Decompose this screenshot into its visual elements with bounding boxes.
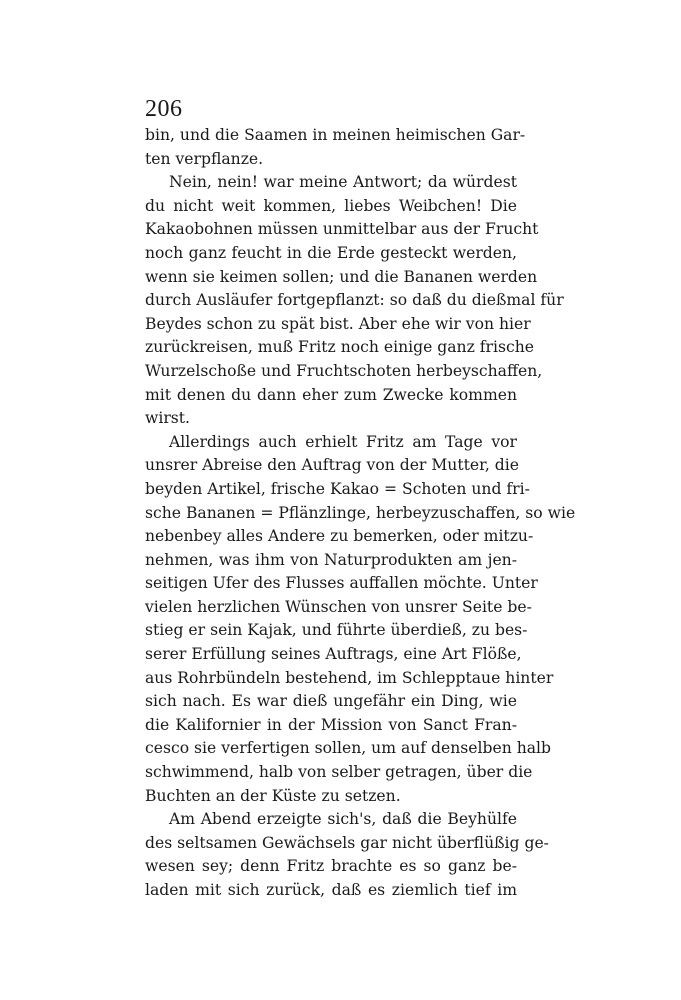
text-line: des seltsamen Gewächsels gar nicht überflüßig ge- bbox=[145, 833, 549, 852]
text-line: schwimmend, halb von selber getragen, über die bbox=[145, 763, 533, 782]
text-line: sich nach. Es war dieß ungefähr ein Ding, wie bbox=[145, 692, 517, 711]
text-line: Wurzelschoße und Fruchtschoten herbeyschaffen, bbox=[145, 361, 543, 380]
text-line: zurückreisen, muß Fritz noch einige ganz frische bbox=[145, 338, 534, 357]
text-line: noch ganz feucht in die Erde gesteckt werden, bbox=[145, 243, 517, 262]
text-line: wirst. bbox=[145, 409, 191, 428]
text-line: laden mit sich zurück, daß es ziemlich tief im bbox=[145, 881, 517, 899]
text-line: Beydes schon zu spät bist. Aber ehe wir von hier bbox=[145, 314, 531, 333]
text-line: die Kalifornier in der Mission von Sanct Fran- bbox=[145, 715, 517, 734]
text-line: aus Rohrbündeln bestehend, im Schlepptaue hinter bbox=[145, 668, 554, 687]
text-line: Nein, nein! war meine Antwort; da würdest bbox=[169, 173, 517, 192]
text-line: Am Abend erzeigte sich's, daß die Beyhülfe bbox=[169, 810, 517, 829]
text-line: mit denen du dann eher zum Zwecke kommen bbox=[145, 385, 517, 404]
text-line: seitigen Ufer des Flusses auffallen möchte. Unter bbox=[145, 574, 538, 593]
text-line: beyden Artikel, frische Kakao = Schoten und fri- bbox=[145, 479, 530, 498]
text-line: sche Bananen = Pflänzlinge, herbeyzuschaffen, so wie bbox=[145, 503, 576, 522]
text-line: nehmen, was ihm von Naturprodukten am jen- bbox=[145, 550, 517, 569]
text-line: wenn sie keimen sollen; und die Bananen werden bbox=[145, 267, 538, 286]
text-line: Allerdings auch erhielt Fritz am Tage vor bbox=[169, 432, 517, 451]
text-line: wesen sey; denn Fritz brachte es so ganz be- bbox=[145, 857, 517, 876]
text-line: nebenbey alles Andere zu bemerken, oder mitzu- bbox=[145, 527, 534, 546]
text-line: Kakaobohnen müssen unmittelbar aus der Frucht bbox=[145, 220, 539, 239]
text-line: du nicht weit kommen, liebes Weibchen! Die bbox=[145, 196, 517, 215]
text-line: ten verpflanze. bbox=[145, 149, 264, 168]
text-line: serer Erfüllung seines Auftrags, eine Art Flöße, bbox=[145, 645, 522, 664]
text-line: bin, und die Saamen in meinen heimischen Gar- bbox=[145, 126, 526, 144]
text-line: durch Ausläufer fortgepflanzt: so daß du dießmal für bbox=[145, 291, 564, 310]
text-line: unsrer Abreise den Auftrag von der Mutter, die bbox=[145, 456, 519, 475]
text-line: Buchten an der Küste zu setzen. bbox=[145, 786, 401, 805]
page-number: 206 bbox=[145, 96, 183, 122]
text-line: vielen herzlichen Wünschen von unsrer Seite be- bbox=[145, 597, 532, 616]
body-text bbox=[145, 124, 576, 903]
text-line: stieg er sein Kajak, und führte überdieß, zu bes- bbox=[145, 621, 528, 640]
text-line: cesco sie verfertigen sollen, um auf denselben halb bbox=[145, 739, 552, 758]
